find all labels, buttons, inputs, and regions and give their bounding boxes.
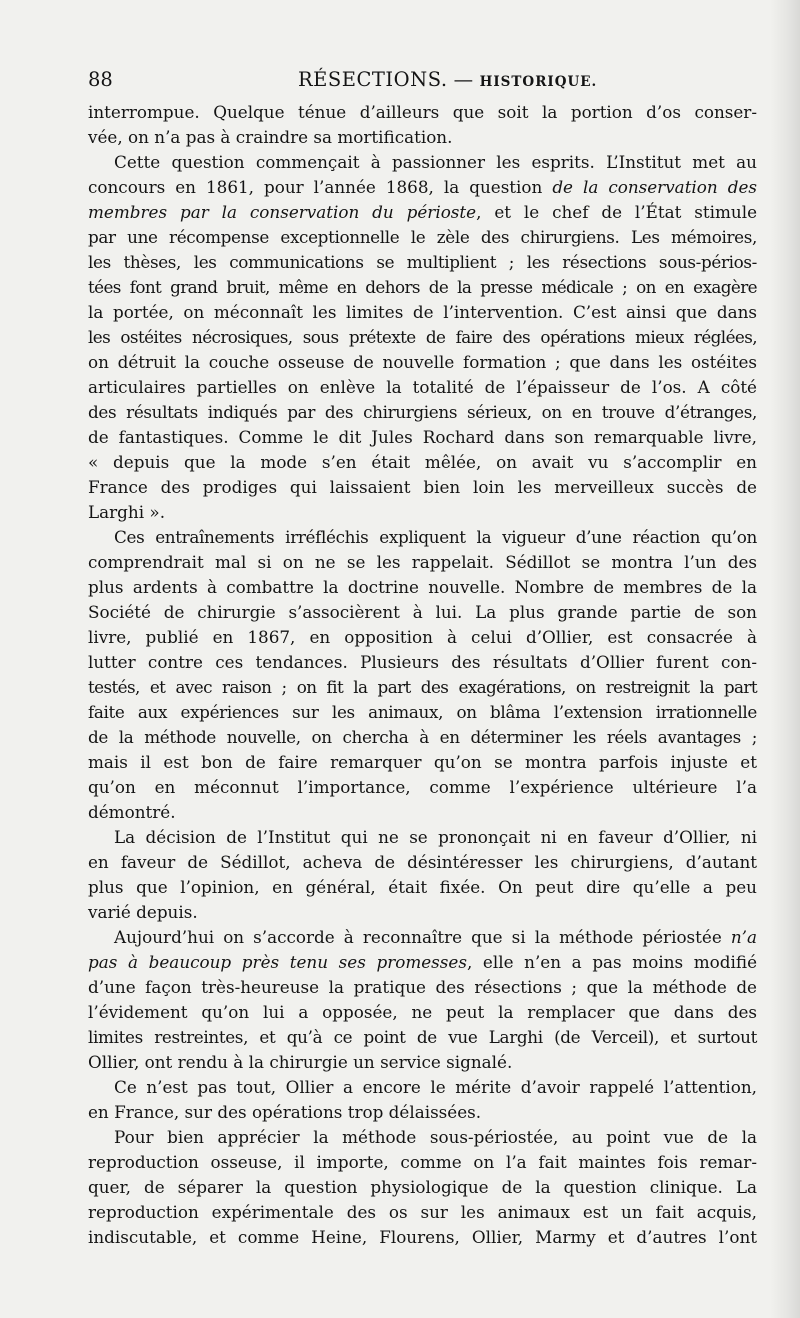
text-line: les ostéites nécrosiques, sous prétexte de faire des opérations mieux réglées,: [88, 327, 757, 347]
text-line: de fantastiques. Comme le dit Jules Rochard dans son remarquable livre,: [88, 427, 757, 447]
italic-run: n’a: [730, 927, 757, 947]
text-line: Société de chirurgie s’associèrent à lui. La plus grande partie de son: [88, 602, 757, 622]
text-line: Cette question commençait à passionner les esprits. L’Institut met au: [114, 152, 757, 172]
text-line: La décision de l’Institut qui ne se prononçait ni en faveur d’Ollier, ni: [114, 827, 757, 847]
text-line: limites restreintes, et qu’à ce point de vue Larghi (de Verceil), et surtout: [88, 1027, 757, 1047]
italic-run: membres par la conservation du périoste: [88, 202, 477, 222]
text-line: [88, 200, 757, 225]
text-line: en faveur de Sédillot, acheva de désintéresser les chirurgiens, d’autant: [88, 852, 757, 872]
italic-run: pas à beaucoup près tenu ses promesses: [88, 952, 467, 972]
text-line: [88, 925, 757, 950]
text-line: Larghi ».: [88, 502, 166, 522]
text-line: « depuis que la mode s’en était mêlée, on avait vu s’accomplir en: [88, 452, 757, 472]
text-line: démontré.: [88, 802, 176, 822]
paragraph-1: [88, 100, 757, 150]
text-line: reproduction expérimentale des os sur les animaux est un fait acquis,: [88, 1202, 757, 1222]
paragraph-6: [88, 1075, 757, 1125]
text-line: des résultats indiqués par des chirurgiens sérieux, on en trouve d’étranges,: [88, 402, 757, 422]
text-line: qu’on en méconnut l’importance, comme l’expérience ultérieure l’a: [88, 777, 757, 797]
text-line: comprendrait mal si on ne se les rappelait. Sédillot se montra l’un des: [88, 552, 757, 572]
title-text: RÉSECTIONS.: [298, 68, 448, 91]
text-line: testés, et avec raison ; on fit la part des exagérations, on restreignit la part: [88, 677, 757, 697]
text-line: quer, de séparer la question physiologique de la question clinique. La: [88, 1177, 757, 1197]
text-line: l’évidement qu’on lui a opposée, ne peut la remplacer que dans des: [88, 1002, 757, 1022]
text-line: les thèses, les communications se multiplient ; les résections sous-périos-: [88, 252, 757, 272]
text-line: Pour bien apprécier la méthode sous-périostée, au point vue de la: [114, 1127, 757, 1147]
paragraph-7: [88, 1125, 757, 1250]
text-line: [88, 950, 757, 975]
page-edge-shadow: [770, 0, 800, 1318]
running-head: [88, 68, 752, 98]
paragraph-5: [88, 925, 757, 1075]
subtitle-text: HISTORIQUE.: [479, 74, 598, 90]
text-line: d’une façon très-heureuse la pratique des résections ; que la méthode de: [88, 977, 757, 997]
text-line: [88, 175, 757, 200]
text-line: de la méthode nouvelle, on chercha à en déterminer les réels avantages ;: [88, 727, 757, 747]
text-line: livre, publié en 1867, en opposition à celui d’Ollier, est consacrée à: [88, 627, 757, 647]
text-line: vée, on n’a pas à craindre sa mortification.: [88, 127, 453, 147]
text-line: articulaires partielles on enlève la totalité de l’épaisseur de l’os. A côté: [88, 377, 757, 397]
text-line: Ces entraînements irréfléchis expliquent la vigueur d’une réaction qu’on: [114, 527, 757, 547]
text-line: Ollier, ont rendu à la chirurgie un service signalé.: [88, 1052, 513, 1072]
text-run: Aujourd’hui on s’accorde à reconnaître que si la méthode périostée: [114, 927, 731, 947]
text-line: interrompue. Quelque ténue d’ailleurs que soit la portion d’os conser-: [88, 102, 757, 122]
text-line: varié depuis.: [88, 902, 198, 922]
body-text: [88, 100, 757, 1250]
page-number: 88: [88, 68, 113, 91]
text-line: la portée, on méconnaît les limites de l’intervention. C’est ainsi que dans: [88, 302, 757, 322]
text-run: concours en 1861, pour l’année 1868, la question: [88, 177, 553, 197]
text-line: indiscutable, et comme Heine, Flourens, Ollier, Marmy et d’autres l’ont: [88, 1227, 757, 1247]
text-line: plus que l’opinion, en général, était fixée. On peut dire qu’elle a peu: [88, 877, 757, 897]
paragraph-2: [88, 150, 757, 525]
paragraph-4: [88, 825, 757, 925]
text-line: faite aux expériences sur les animaux, on blâma l’extension irrationnelle: [88, 702, 757, 722]
text-line: mais il est bon de faire remarquer qu’on se montra parfois injuste et: [88, 752, 757, 772]
text-line: lutter contre ces tendances. Plusieurs des résultats d’Ollier furent con-: [88, 652, 757, 672]
text-line: reproduction osseuse, il importe, comme on l’a fait maintes fois remar-: [88, 1152, 757, 1172]
text-line: France des prodiges qui laissaient bien loin les merveilleux succès de: [88, 477, 757, 497]
text-line: plus ardents à combattre la doctrine nouvelle. Nombre de membres de la: [88, 577, 757, 597]
title-dash: —: [453, 68, 474, 91]
text-line: tées font grand bruit, même en dehors de la presse médicale ; on en exagère: [88, 277, 757, 297]
text-run: , elle n’en a pas moins modifié: [466, 952, 757, 972]
italic-run: de la conservation des: [552, 177, 757, 197]
page-title: [298, 68, 597, 91]
paragraph-3: [88, 525, 757, 825]
text-line: en France, sur des opérations trop délaissées.: [88, 1102, 482, 1122]
text-run: , et le chef de l’État stimule: [476, 202, 757, 222]
text-line: on détruit la couche osseuse de nouvelle formation ; que dans les ostéites: [88, 352, 757, 372]
text-line: Ce n’est pas tout, Ollier a encore le mérite d’avoir rappelé l’attention,: [114, 1077, 757, 1097]
text-line: par une récompense exceptionnelle le zèle des chirurgiens. Les mémoires,: [88, 227, 757, 247]
